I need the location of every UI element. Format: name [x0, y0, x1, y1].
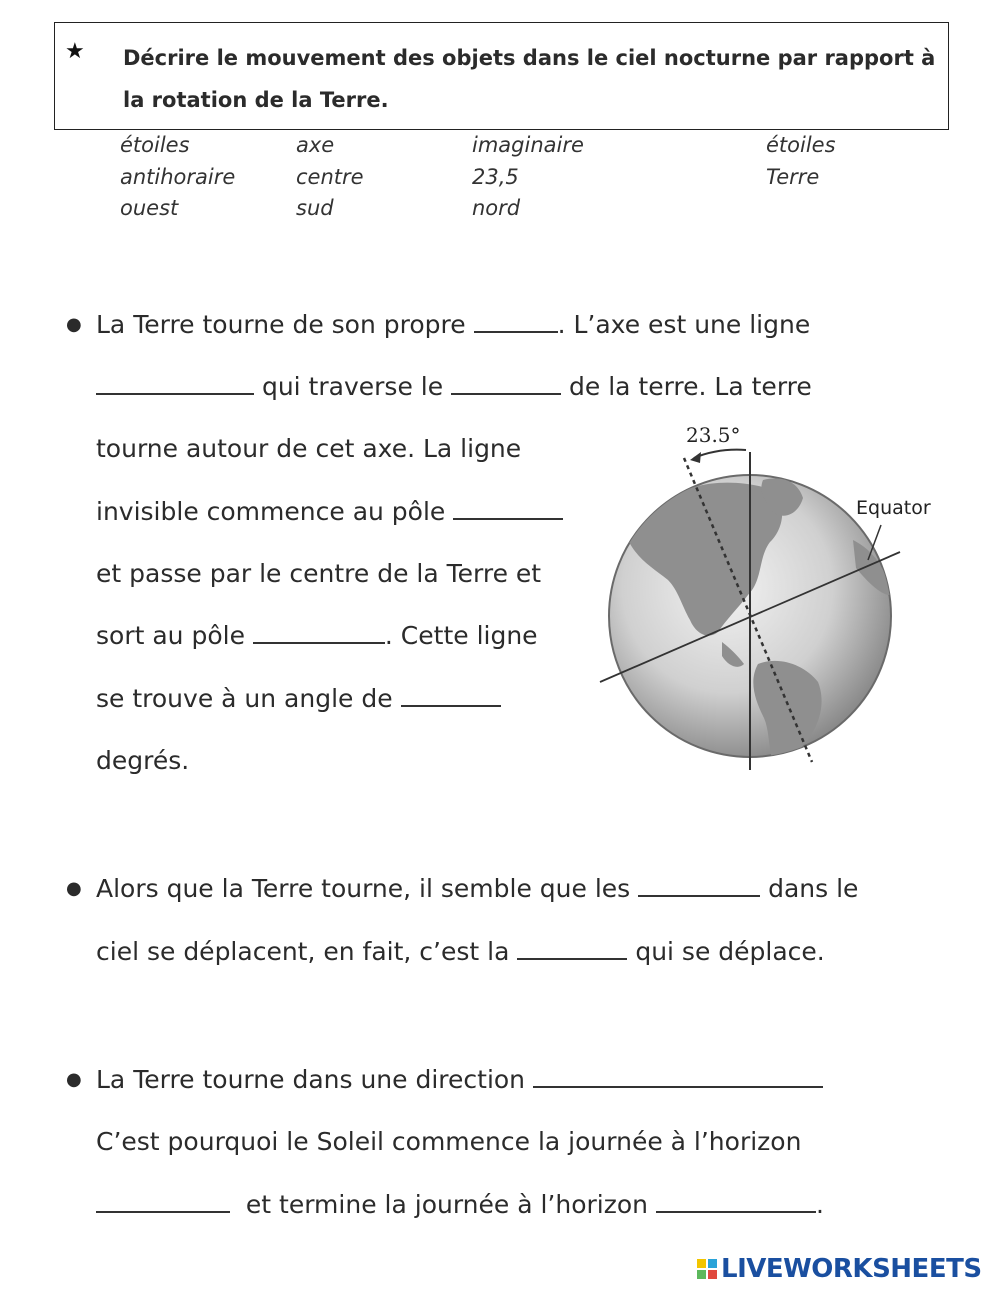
word-bank-item: nord	[472, 196, 521, 220]
answer-blank-1[interactable]	[474, 311, 558, 333]
answer-blank-5[interactable]	[253, 622, 385, 644]
word-bank-item: antihoraire	[120, 164, 236, 189]
answer-blank-7[interactable]	[638, 875, 760, 897]
text-line: sort au pôle . Cette ligne	[96, 621, 538, 650]
text-line: et termine la journée à l’horizon .	[96, 1185, 824, 1225]
bullet-icon: ●	[66, 314, 82, 335]
answer-blank-3[interactable]	[451, 373, 561, 395]
logo-text: LIVEWORKSHEETS	[721, 1254, 982, 1284]
angle-arc-icon	[694, 450, 746, 458]
bullet-icon: ●	[66, 878, 82, 899]
earth-globe-figure	[598, 420, 950, 780]
equator-label: Equator	[856, 497, 931, 519]
word-bank-item: étoiles	[766, 133, 836, 157]
word-bank-item: étoiles	[120, 133, 190, 157]
bullet-icon: ●	[66, 1069, 82, 1090]
angle-label: 23.5°	[686, 423, 741, 447]
text-line: La Terre tourne de son propre . L’axe est une ligne	[96, 310, 811, 339]
text-line: degrés.	[96, 746, 190, 775]
answer-blank-10[interactable]	[96, 1191, 230, 1213]
text-line: qui traverse le de la terre. La terre	[96, 367, 812, 407]
objective-box	[54, 22, 949, 130]
logo-icon	[697, 1259, 717, 1279]
arrow-head-icon	[690, 452, 701, 463]
word-bank-item: sud	[296, 196, 334, 220]
text-line: tourne autour de cet axe. La ligne	[96, 434, 522, 463]
text-line: Alors que la Terre tourne, il semble que les dans le	[96, 874, 859, 903]
answer-blank-11[interactable]	[656, 1191, 816, 1213]
answer-blank-4[interactable]	[453, 498, 563, 520]
text-line: se trouve à un angle de	[96, 679, 501, 719]
star-icon: ★	[65, 39, 85, 64]
text-line: et passe par le centre de la Terre et	[96, 559, 542, 588]
answer-blank-9[interactable]	[533, 1066, 823, 1088]
answer-blank-6[interactable]	[401, 685, 501, 707]
liveworksheets-logo	[697, 1254, 982, 1284]
word-bank-item	[766, 193, 966, 225]
text-line: ciel se déplacent, en fait, c’est la qui se déplace.	[96, 937, 825, 966]
answer-blank-8[interactable]	[517, 938, 627, 960]
word-bank-item: axe	[296, 133, 335, 157]
word-bank-item: centre	[296, 164, 364, 189]
word-bank-item: Terre	[766, 164, 820, 189]
word-bank-item: ouest	[120, 196, 179, 220]
word-bank	[120, 130, 966, 225]
text-line: C’est pourquoi le Soleil commence la journée à l’horizon	[96, 1127, 802, 1156]
objective-text: Décrire le mouvement des objets dans le ciel nocturne par rapport à la rotation de la Terre.	[123, 46, 936, 112]
text-line: invisible commence au pôle	[96, 492, 563, 532]
word-bank-item: imaginaire	[472, 133, 584, 157]
text-line: La Terre tourne dans une direction	[96, 1060, 823, 1100]
answer-blank-2[interactable]	[96, 373, 254, 395]
word-bank-item: 23,5	[472, 164, 519, 189]
